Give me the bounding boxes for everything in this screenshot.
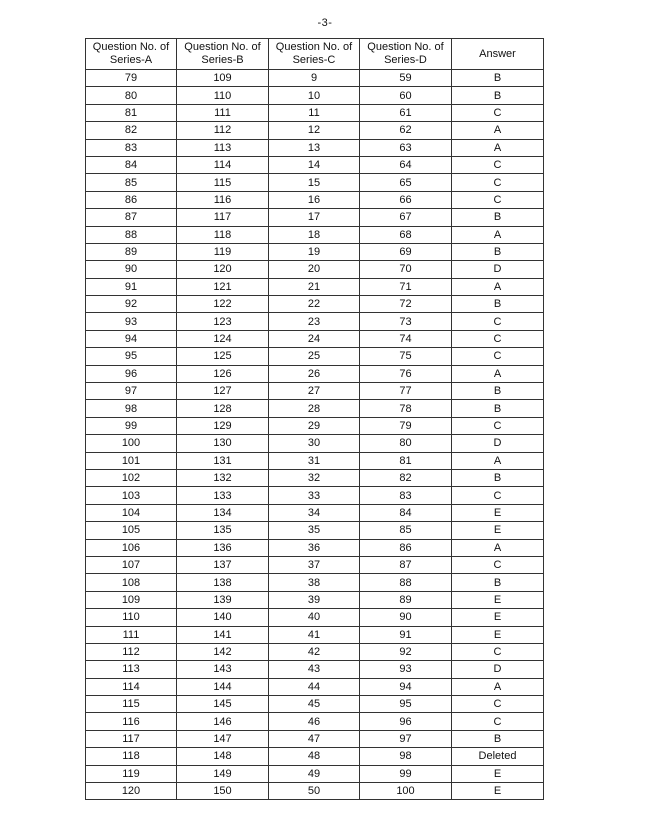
table-row xyxy=(86,139,544,156)
series-c-cell: 41 xyxy=(269,626,360,643)
answer-cell: D xyxy=(452,435,544,452)
series-d-cell: 73 xyxy=(360,313,452,330)
table-row xyxy=(86,609,544,626)
series-c-cell: 46 xyxy=(269,713,360,730)
answer-cell: B xyxy=(452,730,544,747)
series-c-cell: 22 xyxy=(269,296,360,313)
series-b-cell: 141 xyxy=(177,626,269,643)
series-b-cell: 119 xyxy=(177,243,269,260)
series-c-cell: 38 xyxy=(269,574,360,591)
answer-cell: E xyxy=(452,591,544,608)
table-row xyxy=(86,504,544,521)
series-b-cell: 133 xyxy=(177,487,269,504)
series-b-cell: 113 xyxy=(177,139,269,156)
series-d-cell: 60 xyxy=(360,87,452,104)
answer-cell: C xyxy=(452,487,544,504)
series-d-cell: 95 xyxy=(360,696,452,713)
series-c-cell: 23 xyxy=(269,313,360,330)
answer-cell: C xyxy=(452,156,544,173)
series-d-cell: 85 xyxy=(360,522,452,539)
table-row xyxy=(86,591,544,608)
series-b-cell: 118 xyxy=(177,226,269,243)
answer-cell: D xyxy=(452,661,544,678)
series-a-cell: 99 xyxy=(86,417,177,434)
series-c-cell: 32 xyxy=(269,469,360,486)
answer-cell: A xyxy=(452,122,544,139)
series-d-cell: 68 xyxy=(360,226,452,243)
series-b-cell: 123 xyxy=(177,313,269,330)
answer-cell: C xyxy=(452,104,544,121)
table-row xyxy=(86,174,544,191)
series-a-cell: 97 xyxy=(86,383,177,400)
series-a-cell: 101 xyxy=(86,452,177,469)
series-c-cell: 21 xyxy=(269,278,360,295)
table-row xyxy=(86,661,544,678)
table-row xyxy=(86,313,544,330)
series-c-cell: 17 xyxy=(269,209,360,226)
series-c-cell: 37 xyxy=(269,556,360,573)
answer-cell: E xyxy=(452,783,544,800)
series-d-cell: 65 xyxy=(360,174,452,191)
series-b-cell: 150 xyxy=(177,783,269,800)
series-b-cell: 110 xyxy=(177,87,269,104)
page-number: -3- xyxy=(317,17,333,29)
series-c-cell: 26 xyxy=(269,365,360,382)
series-c-cell: 13 xyxy=(269,139,360,156)
answer-cell: B xyxy=(452,400,544,417)
answer-cell: C xyxy=(452,417,544,434)
series-c-cell: 28 xyxy=(269,400,360,417)
answer-cell: B xyxy=(452,243,544,260)
series-b-cell: 145 xyxy=(177,696,269,713)
series-d-cell: 71 xyxy=(360,278,452,295)
series-a-cell: 91 xyxy=(86,278,177,295)
series-d-cell: 77 xyxy=(360,383,452,400)
table-row xyxy=(86,296,544,313)
series-a-cell: 102 xyxy=(86,469,177,486)
answer-cell: A xyxy=(452,278,544,295)
series-a-cell: 93 xyxy=(86,313,177,330)
series-b-cell: 147 xyxy=(177,730,269,747)
series-d-cell: 80 xyxy=(360,435,452,452)
answer-cell: B xyxy=(452,296,544,313)
table-row xyxy=(86,556,544,573)
answer-cell: C xyxy=(452,313,544,330)
answer-cell: B xyxy=(452,87,544,104)
series-d-cell: 72 xyxy=(360,296,452,313)
header-series-b: Question No. of Series-B xyxy=(177,39,269,70)
series-d-cell: 61 xyxy=(360,104,452,121)
series-a-cell: 112 xyxy=(86,643,177,660)
series-d-cell: 94 xyxy=(360,678,452,695)
header-answer: Answer xyxy=(452,39,544,70)
series-b-cell: 117 xyxy=(177,209,269,226)
table-row xyxy=(86,574,544,591)
series-c-cell: 34 xyxy=(269,504,360,521)
table-row xyxy=(86,191,544,208)
series-a-cell: 103 xyxy=(86,487,177,504)
series-d-cell: 84 xyxy=(360,504,452,521)
series-c-cell: 39 xyxy=(269,591,360,608)
series-b-cell: 149 xyxy=(177,765,269,782)
series-d-cell: 69 xyxy=(360,243,452,260)
series-d-cell: 98 xyxy=(360,748,452,765)
table-row xyxy=(86,522,544,539)
series-b-cell: 112 xyxy=(177,122,269,139)
series-d-cell: 63 xyxy=(360,139,452,156)
series-b-cell: 122 xyxy=(177,296,269,313)
answer-cell: C xyxy=(452,174,544,191)
series-a-cell: 106 xyxy=(86,539,177,556)
series-c-cell: 20 xyxy=(269,261,360,278)
table-row xyxy=(86,122,544,139)
table-row xyxy=(86,365,544,382)
series-d-cell: 92 xyxy=(360,643,452,660)
series-a-cell: 83 xyxy=(86,139,177,156)
series-c-cell: 25 xyxy=(269,348,360,365)
table-row xyxy=(86,696,544,713)
series-b-cell: 116 xyxy=(177,191,269,208)
table-row xyxy=(86,469,544,486)
series-d-cell: 83 xyxy=(360,487,452,504)
table-row xyxy=(86,87,544,104)
answer-cell: E xyxy=(452,626,544,643)
table-row xyxy=(86,156,544,173)
series-d-cell: 66 xyxy=(360,191,452,208)
series-a-cell: 100 xyxy=(86,435,177,452)
series-a-cell: 120 xyxy=(86,783,177,800)
series-a-cell: 89 xyxy=(86,243,177,260)
answer-cell: C xyxy=(452,713,544,730)
series-c-cell: 48 xyxy=(269,748,360,765)
table-row xyxy=(86,278,544,295)
series-a-cell: 94 xyxy=(86,330,177,347)
header-series-d: Question No. of Series-D xyxy=(360,39,452,70)
series-b-cell: 131 xyxy=(177,452,269,469)
table-row xyxy=(86,400,544,417)
answer-cell: A xyxy=(452,226,544,243)
series-d-cell: 82 xyxy=(360,469,452,486)
series-a-cell: 110 xyxy=(86,609,177,626)
series-a-cell: 95 xyxy=(86,348,177,365)
series-b-cell: 121 xyxy=(177,278,269,295)
answer-cell: C xyxy=(452,348,544,365)
series-c-cell: 14 xyxy=(269,156,360,173)
series-a-cell: 118 xyxy=(86,748,177,765)
table-row xyxy=(86,730,544,747)
series-a-cell: 115 xyxy=(86,696,177,713)
header-series-a: Question No. of Series-A xyxy=(86,39,177,70)
series-d-cell: 96 xyxy=(360,713,452,730)
series-b-cell: 115 xyxy=(177,174,269,191)
table-row xyxy=(86,70,544,87)
series-b-cell: 139 xyxy=(177,591,269,608)
series-a-cell: 98 xyxy=(86,400,177,417)
series-d-cell: 70 xyxy=(360,261,452,278)
series-b-cell: 124 xyxy=(177,330,269,347)
table-row xyxy=(86,783,544,800)
series-b-cell: 126 xyxy=(177,365,269,382)
table-row xyxy=(86,435,544,452)
series-c-cell: 15 xyxy=(269,174,360,191)
series-c-cell: 50 xyxy=(269,783,360,800)
series-c-cell: 35 xyxy=(269,522,360,539)
answer-cell: A xyxy=(452,539,544,556)
series-c-cell: 44 xyxy=(269,678,360,695)
table-row xyxy=(86,678,544,695)
series-b-cell: 134 xyxy=(177,504,269,521)
series-c-cell: 36 xyxy=(269,539,360,556)
series-a-cell: 84 xyxy=(86,156,177,173)
answer-cell: C xyxy=(452,330,544,347)
series-c-cell: 49 xyxy=(269,765,360,782)
series-d-cell: 78 xyxy=(360,400,452,417)
series-d-cell: 67 xyxy=(360,209,452,226)
series-d-cell: 99 xyxy=(360,765,452,782)
series-c-cell: 24 xyxy=(269,330,360,347)
series-c-cell: 43 xyxy=(269,661,360,678)
series-a-cell: 116 xyxy=(86,713,177,730)
series-c-cell: 16 xyxy=(269,191,360,208)
series-c-cell: 10 xyxy=(269,87,360,104)
series-a-cell: 107 xyxy=(86,556,177,573)
series-b-cell: 144 xyxy=(177,678,269,695)
series-b-cell: 130 xyxy=(177,435,269,452)
series-d-cell: 88 xyxy=(360,574,452,591)
answer-cell: B xyxy=(452,70,544,87)
series-c-cell: 42 xyxy=(269,643,360,660)
table-row xyxy=(86,487,544,504)
series-a-cell: 90 xyxy=(86,261,177,278)
answer-cell: C xyxy=(452,696,544,713)
series-b-cell: 132 xyxy=(177,469,269,486)
answer-cell: C xyxy=(452,643,544,660)
series-b-cell: 142 xyxy=(177,643,269,660)
answer-cell: E xyxy=(452,522,544,539)
series-a-cell: 104 xyxy=(86,504,177,521)
table-row xyxy=(86,261,544,278)
series-a-cell: 105 xyxy=(86,522,177,539)
series-c-cell: 11 xyxy=(269,104,360,121)
series-b-cell: 146 xyxy=(177,713,269,730)
table-row xyxy=(86,626,544,643)
series-b-cell: 109 xyxy=(177,70,269,87)
answer-cell: B xyxy=(452,383,544,400)
series-d-cell: 100 xyxy=(360,783,452,800)
series-d-cell: 74 xyxy=(360,330,452,347)
series-a-cell: 108 xyxy=(86,574,177,591)
series-a-cell: 119 xyxy=(86,765,177,782)
table-row xyxy=(86,383,544,400)
series-c-cell: 9 xyxy=(269,70,360,87)
table-row xyxy=(86,713,544,730)
series-b-cell: 125 xyxy=(177,348,269,365)
answer-cell: A xyxy=(452,452,544,469)
table-row xyxy=(86,452,544,469)
answer-key-table xyxy=(85,38,544,800)
table-row xyxy=(86,348,544,365)
answer-cell: A xyxy=(452,139,544,156)
series-c-cell: 12 xyxy=(269,122,360,139)
table-row xyxy=(86,748,544,765)
series-c-cell: 30 xyxy=(269,435,360,452)
series-d-cell: 75 xyxy=(360,348,452,365)
series-c-cell: 27 xyxy=(269,383,360,400)
series-c-cell: 40 xyxy=(269,609,360,626)
series-c-cell: 29 xyxy=(269,417,360,434)
series-b-cell: 136 xyxy=(177,539,269,556)
series-a-cell: 85 xyxy=(86,174,177,191)
series-a-cell: 86 xyxy=(86,191,177,208)
series-b-cell: 120 xyxy=(177,261,269,278)
series-d-cell: 97 xyxy=(360,730,452,747)
series-b-cell: 111 xyxy=(177,104,269,121)
answer-cell: E xyxy=(452,765,544,782)
series-d-cell: 62 xyxy=(360,122,452,139)
table-row xyxy=(86,243,544,260)
answer-cell: A xyxy=(452,365,544,382)
answer-cell: E xyxy=(452,609,544,626)
series-d-cell: 86 xyxy=(360,539,452,556)
series-d-cell: 81 xyxy=(360,452,452,469)
series-a-cell: 111 xyxy=(86,626,177,643)
series-c-cell: 33 xyxy=(269,487,360,504)
series-b-cell: 140 xyxy=(177,609,269,626)
series-a-cell: 80 xyxy=(86,87,177,104)
answer-cell: B xyxy=(452,469,544,486)
series-c-cell: 47 xyxy=(269,730,360,747)
series-b-cell: 129 xyxy=(177,417,269,434)
series-d-cell: 87 xyxy=(360,556,452,573)
table-row xyxy=(86,330,544,347)
answer-cell: Deleted xyxy=(452,748,544,765)
header-row xyxy=(86,39,544,70)
series-d-cell: 89 xyxy=(360,591,452,608)
table-row xyxy=(86,104,544,121)
table-row xyxy=(86,643,544,660)
series-b-cell: 137 xyxy=(177,556,269,573)
table-row xyxy=(86,209,544,226)
series-d-cell: 79 xyxy=(360,417,452,434)
table-row xyxy=(86,417,544,434)
answer-cell: A xyxy=(452,678,544,695)
series-a-cell: 114 xyxy=(86,678,177,695)
series-c-cell: 19 xyxy=(269,243,360,260)
answer-cell: C xyxy=(452,556,544,573)
series-c-cell: 18 xyxy=(269,226,360,243)
series-b-cell: 138 xyxy=(177,574,269,591)
series-d-cell: 59 xyxy=(360,70,452,87)
answer-cell: D xyxy=(452,261,544,278)
series-a-cell: 82 xyxy=(86,122,177,139)
series-b-cell: 114 xyxy=(177,156,269,173)
series-a-cell: 92 xyxy=(86,296,177,313)
series-a-cell: 87 xyxy=(86,209,177,226)
series-c-cell: 31 xyxy=(269,452,360,469)
header-series-c: Question No. of Series-C xyxy=(269,39,360,70)
series-b-cell: 143 xyxy=(177,661,269,678)
answer-cell: B xyxy=(452,209,544,226)
series-d-cell: 90 xyxy=(360,609,452,626)
series-b-cell: 128 xyxy=(177,400,269,417)
series-a-cell: 113 xyxy=(86,661,177,678)
table-body xyxy=(86,70,544,800)
table-row xyxy=(86,539,544,556)
answer-cell: E xyxy=(452,504,544,521)
series-a-cell: 109 xyxy=(86,591,177,608)
series-d-cell: 93 xyxy=(360,661,452,678)
table-header xyxy=(86,39,544,70)
series-a-cell: 81 xyxy=(86,104,177,121)
answer-cell: B xyxy=(452,574,544,591)
series-c-cell: 45 xyxy=(269,696,360,713)
series-b-cell: 135 xyxy=(177,522,269,539)
series-b-cell: 148 xyxy=(177,748,269,765)
series-a-cell: 117 xyxy=(86,730,177,747)
table-row xyxy=(86,226,544,243)
series-a-cell: 79 xyxy=(86,70,177,87)
series-a-cell: 88 xyxy=(86,226,177,243)
series-a-cell: 96 xyxy=(86,365,177,382)
series-d-cell: 64 xyxy=(360,156,452,173)
series-d-cell: 76 xyxy=(360,365,452,382)
series-d-cell: 91 xyxy=(360,626,452,643)
table-row xyxy=(86,765,544,782)
answer-cell: C xyxy=(452,191,544,208)
series-b-cell: 127 xyxy=(177,383,269,400)
